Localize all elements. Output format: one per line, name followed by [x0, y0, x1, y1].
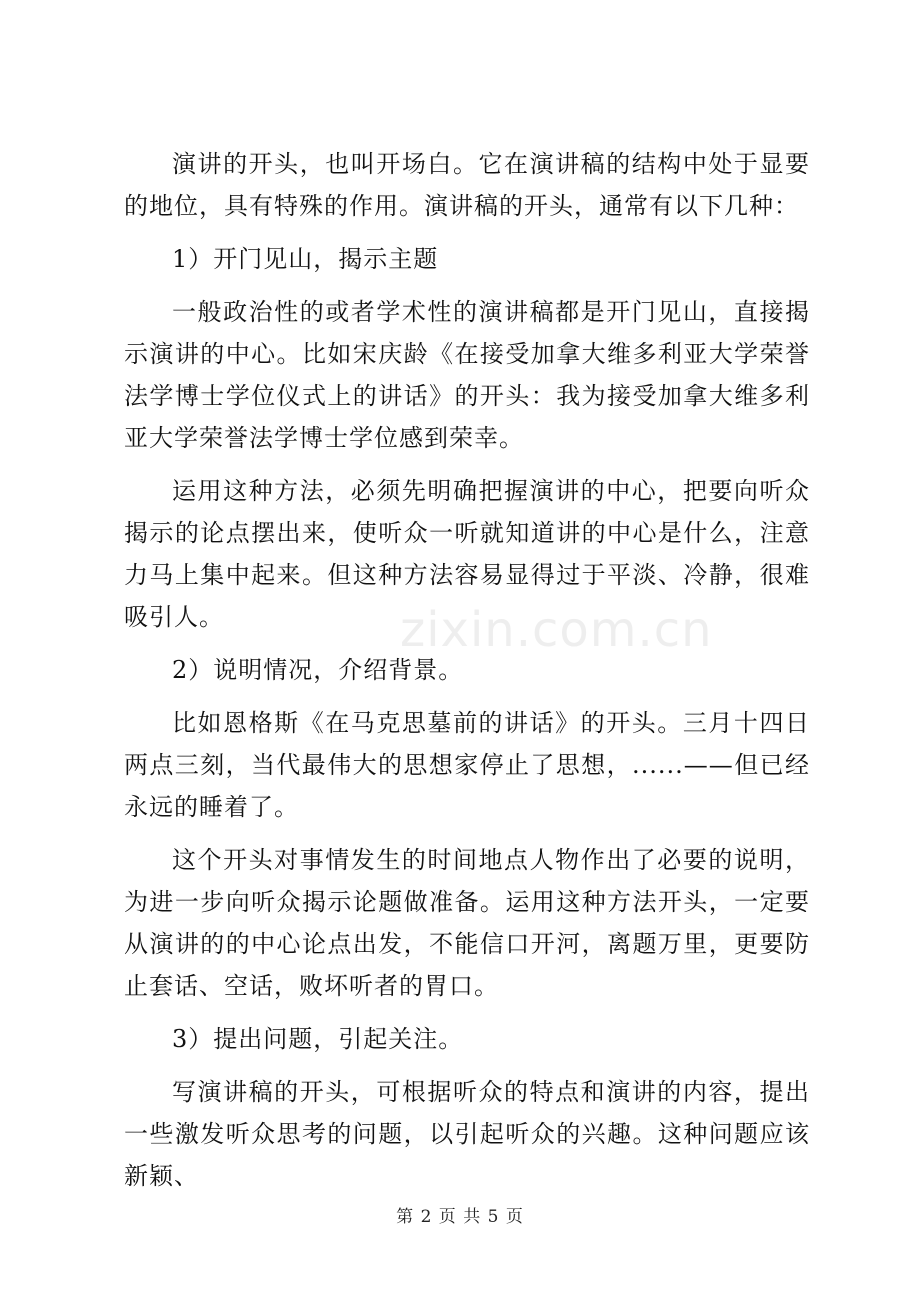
- paragraph: 一般政治性的或者学术性的演讲稿都是开门见山，直接揭示演讲的中心。比如宋庆龄《在接受加拿大维多利亚大学荣誉法学博士学位仪式上的讲话》的开头：我为接受加拿大维多利亚大学荣誉法学博士学位感到荣幸。: [124, 298, 810, 452]
- paragraph: 运用这种方法，必须先明确把握演讲的中心，把要向听众揭示的论点摆出来，使听众一听就知道讲的中心是什么，注意力马上集中起来。但这种方法容易显得过于平淡、冷静，很难吸引人。: [124, 477, 810, 631]
- section-heading: 1）开门见山，揭示主题: [172, 245, 439, 273]
- document-body: [124, 143, 810, 1197]
- watermark: zixin.com.cn: [400, 602, 713, 658]
- page-footer: 第 2 页 共 5 页: [396, 1207, 524, 1227]
- section-heading: 3）提出问题，引起关注。: [172, 1025, 464, 1053]
- paragraph: 写演讲稿的开头，可根据听众的特点和演讲的内容，提出一些激发听众思考的问题，以引起听众的兴趣。这种问题应该新颖、: [124, 1078, 810, 1190]
- paragraph: 比如恩格斯《在马克思墓前的讲话》的开头。三月十四日两点三刻，当代最伟大的思想家停止了思想，......——但已经永远的睡着了。: [124, 709, 810, 821]
- paragraph: 演讲的开头，也叫开场白。它在演讲稿的结构中处于显要的地位，具有特殊的作用。演讲稿的开头，通常有以下几种：: [124, 150, 810, 220]
- section-heading: 2）说明情况，介绍背景。: [172, 656, 464, 684]
- paragraph: 这个开头对事情发生的时间地点人物作出了必要的说明，为进一步向听众揭示论题做准备。运用这种方法开头，一定要从演讲的的中心论点出发，不能信口开河，离题万里，更要防止套话、空话，败坏听者的胃口。: [124, 846, 810, 1000]
